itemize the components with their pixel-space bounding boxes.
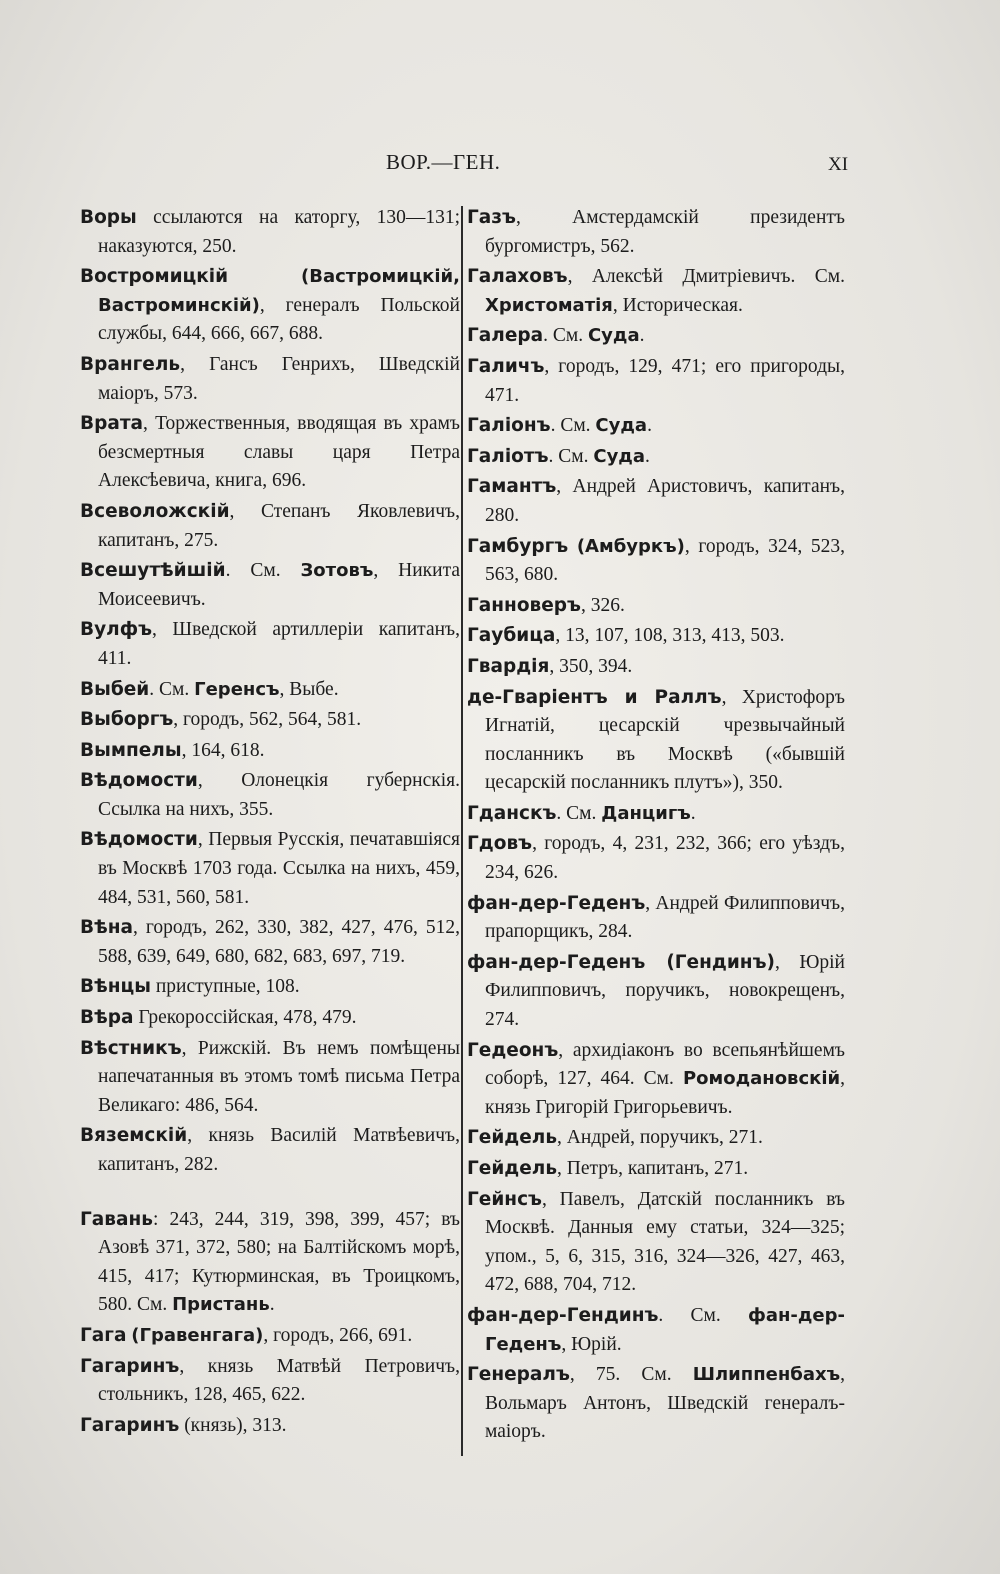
entry-headword: Гейдель <box>467 1127 558 1149</box>
page-header <box>0 150 1000 190</box>
entry-headword: Газъ <box>467 207 516 228</box>
entry-cross-reference: Пристань <box>172 1294 270 1316</box>
entry-headword: Всешутѣйшій <box>80 560 226 582</box>
index-entry <box>467 830 845 887</box>
entry-text: , Никита Моисеевичъ. <box>98 560 460 610</box>
entry-text: Грекороссійская, 478, 479. <box>133 1007 357 1029</box>
index-entry <box>467 263 845 320</box>
index-entry <box>80 737 460 766</box>
entry-text: , Андрей, поручикъ, 271. <box>557 1127 763 1149</box>
entry-text: , князь Матвѣй Петровичъ, стольникъ, 128, 465, 622. <box>98 1355 460 1406</box>
index-entry <box>80 767 460 824</box>
index-entry <box>467 322 845 351</box>
index-entry <box>80 706 460 735</box>
entry-text: , 326. <box>580 594 625 616</box>
index-entry <box>80 616 460 673</box>
entry-text: , генералъ Польской службы, 644, 666, 667, 688. <box>98 294 460 345</box>
index-entry <box>80 498 460 555</box>
entry-headword: Вѣдомости <box>80 770 198 792</box>
entry-text: , князь Григорій Григорьевичъ. <box>485 1068 845 1118</box>
entry-text: . См. <box>550 415 596 437</box>
entry-text: , князь Василій Матвѣевичъ, капитанъ, 282. <box>98 1125 460 1175</box>
entry-headword: Гамбургъ <box>467 535 569 557</box>
entry-headword: Гданскъ <box>467 802 557 824</box>
index-entry <box>467 653 845 682</box>
entry-cross-reference: Суда <box>593 445 645 467</box>
entry-cross-reference: Суда <box>595 415 648 437</box>
entry-text <box>568 536 577 557</box>
entry-headword: Врангель <box>80 353 181 375</box>
entry-cross-reference: фан-дер-Геденъ <box>485 1304 845 1355</box>
entry-text: , городъ, 324, 523, 563, 680. <box>485 535 845 586</box>
entry-headword: Гедеонъ <box>467 1039 559 1061</box>
entry-text: , Юрій. <box>561 1333 622 1355</box>
index-entry <box>467 1124 845 1153</box>
entry-headword: Ганноверъ <box>467 594 581 616</box>
entry-headword: Гамантъ <box>467 476 557 498</box>
entry-text: . См. <box>556 802 602 824</box>
entry-text: , городъ, 129, 471; его пригороды, 471. <box>485 355 845 406</box>
entry-text: , Олонецкія губернскія. Ссылка на нихъ, 355. <box>98 770 460 820</box>
entry-text: . <box>645 445 650 467</box>
index-entry <box>467 1361 845 1447</box>
entry-headword: Вяземскій <box>80 1125 188 1147</box>
entry-text: , Торжественныя, вводящая въ храмъ безсмертныя славы царя Петра Алексѣевича, книга, 696. <box>98 413 460 492</box>
entry-text: , Христофоръ Игнатій, цесарскій чрезвычайный посланникъ въ Москвѣ («бывшій цесарскій посланникъ плутъ»), 350. <box>485 686 846 794</box>
entry-headword: Гвардія <box>467 655 550 677</box>
index-column-left <box>80 204 460 1442</box>
entry-cross-reference: Суда <box>587 325 640 347</box>
index-entry <box>80 1035 460 1121</box>
entry-text: , Вольмаръ Антонъ, Шведскій генералъ-маіоръ. <box>485 1364 845 1443</box>
index-entry <box>80 263 460 349</box>
entry-text: , Рижскій. Въ немъ помѣщены напечатанныя въ этомъ томѣ письма Петра Великаго: 486, 564. <box>98 1037 460 1116</box>
index-entry <box>467 473 845 530</box>
entry-text: . <box>269 1294 275 1316</box>
entry-text: , Юрій Филипповичъ, поручикъ, новокрещенъ, 274. <box>485 951 845 1031</box>
index-entry <box>80 557 460 614</box>
entry-text: приступные, 108. <box>150 976 300 998</box>
index-entry <box>80 1322 460 1351</box>
entry-cross-reference: Геренсъ <box>194 678 280 700</box>
entry-text: . <box>639 325 645 347</box>
entry-headword: Гавань <box>80 1208 153 1230</box>
entry-headword: Востромицкій <box>80 266 229 288</box>
entry-headword: Вѣнцы <box>80 976 151 998</box>
entry-text: , Павелъ, Датскій посланникъ въ Москвѣ. Данныя ему статьи, 324—325; упом., 5, 6, 315, 316, 324—326, 427, 463, 472, 688, 704, 712. <box>485 1188 845 1296</box>
entry-text: . См. <box>543 325 588 347</box>
entry-headword: фан-дер-Геденъ (Гендинъ) <box>467 951 775 973</box>
entry-headword: Гейдель <box>467 1158 558 1179</box>
index-entry <box>467 949 845 1035</box>
entry-headword: Галіотъ <box>467 445 549 467</box>
entry-headword: Выбей <box>80 678 150 700</box>
index-entry <box>467 353 845 410</box>
index-entry <box>467 533 845 590</box>
entry-headword: Вѣстникъ <box>80 1037 182 1059</box>
index-entry <box>467 622 845 651</box>
entry-headword: Галаховъ <box>467 266 568 288</box>
entry-text: : 243, 244, 319, 398, 399, 457; въ Азовѣ 371, 372, 580; на Балтійскомъ морѣ, 415, 417; Кутюрминская, въ Троицкомъ, 580. См. <box>98 1208 460 1316</box>
entry-headword: де-Гваріентъ и Раллъ <box>467 686 722 708</box>
entry-text: , Гансъ Генрихъ, Шведскій маіоръ, 573. <box>98 353 460 404</box>
entry-text: . <box>690 802 696 824</box>
index-entry <box>467 1302 845 1359</box>
entry-headword: Гдовъ <box>467 833 533 855</box>
entry-headword: Гагаринъ <box>80 1414 180 1436</box>
index-entry <box>467 412 845 441</box>
entry-text: . См. <box>548 445 594 467</box>
entry-text: , городъ, 4, 231, 232, 366; его уѣздъ, 234, 626. <box>485 833 845 884</box>
entry-text: , Первыя Русскія, печатавшіяся въ Москвѣ 1703 года. Ссылка на нихъ, 459, 484, 531, 560, 581. <box>98 829 460 908</box>
index-entry <box>80 351 460 408</box>
index-column-right <box>467 204 845 1449</box>
index-entry <box>467 1037 845 1123</box>
entry-headword: Вѣра <box>80 1007 134 1029</box>
index-entry <box>467 1155 845 1184</box>
entry-headword: Врата <box>80 413 144 435</box>
entry-text: , городъ, 266, 691. <box>263 1324 413 1346</box>
index-entry <box>80 410 460 496</box>
index-entry <box>80 1122 460 1179</box>
entry-text: ссылаются на каторгу, 130—131; наказуются, 250. <box>98 207 460 257</box>
entry-headword: Галіонъ <box>467 415 551 437</box>
entry-text: , архидіаконъ во всепьянѣйшемъ соборѣ, 127, 464. См. <box>485 1039 845 1090</box>
entry-cross-reference: Ромодановскій <box>682 1068 841 1090</box>
index-entry <box>80 826 460 912</box>
entry-headword: фан-дер-Геденъ <box>467 892 646 914</box>
entry-headword: Гаубица <box>467 625 556 647</box>
entry-text: , 75. См. <box>569 1364 693 1386</box>
index-entry <box>80 914 460 971</box>
entry-headword: Гейнсъ <box>467 1188 542 1210</box>
index-entry <box>80 204 460 261</box>
entry-headword: Вымпелы <box>80 739 182 761</box>
entry-text: , Степанъ Яковлевичъ, капитанъ, 275. <box>98 500 460 551</box>
entry-headword: Всеволожскій <box>80 500 230 522</box>
entry-headword: Вѣдомости <box>80 829 198 851</box>
index-entry <box>80 676 460 705</box>
entry-headword: Гага <box>80 1324 127 1346</box>
page-number: XI <box>828 154 849 175</box>
entry-headword: фан-дер-Гендинъ <box>467 1304 659 1326</box>
entry-headword: Галичъ <box>467 355 545 377</box>
index-entry <box>467 443 845 472</box>
entry-cross-reference: (Гравенгага) <box>131 1324 264 1346</box>
entry-cross-reference: (Амбуркъ) <box>576 535 685 557</box>
entry-text: , Петръ, капитанъ, 271. <box>557 1158 749 1179</box>
entry-text: , Шведской артиллеріи капитанъ, 411. <box>98 619 460 669</box>
entry-text: (князь), 313. <box>179 1414 287 1436</box>
entry-text: , городъ, 262, 330, 382, 427, 476, 512, 588, 639, 649, 680, 682, 683, 697, 719. <box>98 917 460 967</box>
entry-text: , 13, 107, 108, 313, 413, 503. <box>555 625 785 647</box>
index-entry <box>467 1186 845 1300</box>
index-entry <box>80 1353 460 1410</box>
entry-text: , Андрей Филипповичъ, прапорщикъ, 284. <box>485 892 845 943</box>
entry-text: , Амстердамскій президентъ бургомистръ, 562. <box>485 207 845 257</box>
entry-text: , 164, 618. <box>181 739 265 761</box>
entry-cross-reference: Христоматія <box>485 294 613 316</box>
entry-headword: Гагаринъ <box>80 1355 180 1377</box>
entry-cross-reference: Зотовъ <box>300 560 374 582</box>
entry-headword: Воры <box>80 207 137 228</box>
index-entry <box>467 592 845 621</box>
entry-text: . См. <box>658 1304 748 1326</box>
entry-headword: Вулфъ <box>80 619 152 641</box>
entry-text: . <box>647 415 652 437</box>
entry-text: , 350, 394. <box>549 655 633 677</box>
entry-text: , Алексѣй Дмитріевичъ. См. <box>567 266 845 288</box>
entry-text: . См. <box>225 560 301 582</box>
entry-headword: Выборгъ <box>80 709 174 731</box>
entry-cross-reference: (Вастромицкій, Вастроминскій) <box>98 266 460 316</box>
index-entry <box>80 973 460 1002</box>
entry-text <box>228 266 301 287</box>
index-entry <box>80 1206 460 1320</box>
entry-text: , Андрей Аристовичъ, капитанъ, 280. <box>485 476 845 526</box>
index-entry <box>467 800 845 829</box>
entry-headword: Галера <box>467 325 544 347</box>
index-entry <box>80 1412 460 1441</box>
index-entry <box>467 204 845 261</box>
entry-text: , Историческая. <box>612 294 743 316</box>
index-entry <box>80 1004 460 1033</box>
entry-text: , Выбе. <box>279 678 339 700</box>
entry-text: , городъ, 562, 564, 581. <box>173 709 362 731</box>
index-entry <box>467 684 845 798</box>
entry-headword: Генералъ <box>467 1364 570 1386</box>
entry-cross-reference: Шлиппенбахъ <box>692 1364 841 1386</box>
entry-text: . См. <box>149 678 195 700</box>
column-divider <box>461 206 463 1456</box>
index-entry <box>467 890 845 947</box>
entry-cross-reference: Данцигъ <box>601 802 691 824</box>
running-head: ВОР.—ГЕН. <box>386 150 501 174</box>
entry-headword: Вѣна <box>80 917 133 939</box>
